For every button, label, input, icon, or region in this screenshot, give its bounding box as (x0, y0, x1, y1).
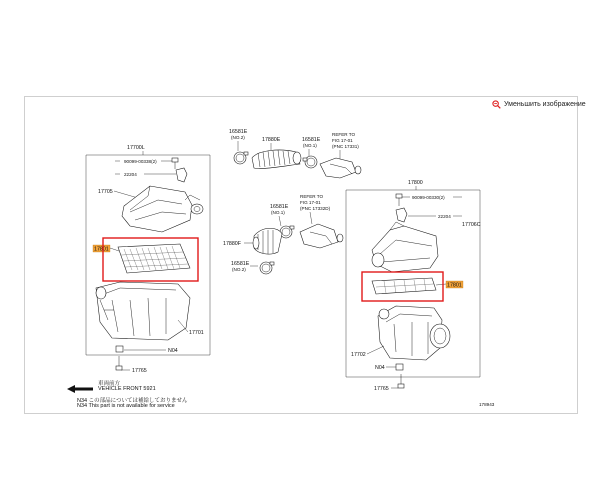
label-refer-top-2[interactable]: FIG 17-01 (332, 138, 353, 143)
label-clamp-bot[interactable]: 16581E (231, 261, 250, 267)
label-left-housing-upper[interactable]: 17705 (98, 189, 113, 195)
front-label-jp: 車両前方 (98, 381, 121, 387)
bolt-icon (396, 194, 402, 206)
hose-clamp-icon (234, 152, 248, 164)
throttle-body-mid-drawing (300, 224, 343, 248)
hose-clamp-icon (280, 226, 294, 238)
right-lower-housing-drawing (378, 306, 450, 360)
nut-icon (396, 364, 403, 370)
left-lower-housing-drawing (96, 282, 190, 340)
diagram-id: 178943 (479, 402, 495, 407)
label-right-bolt-bottom[interactable]: 17765 (374, 386, 389, 392)
intake-hose-mid-drawing (253, 228, 282, 254)
left-air-filter-drawing (118, 244, 190, 273)
label-left-clip[interactable]: 22204 (124, 172, 137, 177)
note-n34-jp: N34 この部品については補給しておりません (77, 398, 188, 404)
label-left-housing-lower[interactable]: 17701 (189, 330, 204, 336)
vehicle-front-arrow-icon (67, 385, 93, 393)
left-group (86, 145, 210, 374)
bolt-icon (172, 158, 178, 169)
front-label-en: VEHICLE FRONT 5921 (98, 386, 156, 392)
intake-hose-top-drawing (252, 150, 301, 169)
right-air-filter-drawing (372, 278, 436, 294)
label-17800[interactable]: 17800 (408, 180, 423, 186)
label-left-bolt-bottom[interactable]: 17765 (132, 368, 147, 374)
note-n34-en: N34 This part is not available for service (77, 403, 175, 409)
right-group (346, 180, 481, 392)
label-clamp-top2[interactable]: 16581E (302, 137, 321, 143)
left-upper-housing-drawing (122, 186, 203, 232)
bottom-bolt-icon (116, 356, 122, 370)
nut-icon (116, 346, 123, 352)
throttle-body-top-drawing (320, 158, 361, 178)
label-left-filter[interactable]: 17801 (94, 246, 109, 253)
label-hose-mid[interactable]: 17880F (223, 241, 241, 247)
clip-icon (176, 168, 187, 182)
bottom-bolt-icon (398, 374, 404, 388)
label-clamp-top2-no[interactable]: (NO.1) (303, 143, 317, 148)
label-right-clip[interactable]: 22204 (438, 214, 451, 219)
label-refer-mid-2[interactable]: FIG 17-01 (300, 200, 321, 205)
middle-parts (223, 129, 361, 274)
right-upper-housing-drawing (372, 222, 438, 272)
label-refer-top-1[interactable]: REFER TO (332, 132, 356, 137)
label-17700l[interactable]: 17700L (127, 145, 145, 151)
label-hose-top[interactable]: 17880E (262, 137, 281, 143)
label-clamp-bot-no[interactable]: (NO.2) (232, 267, 246, 272)
label-left-bolt[interactable]: 90099-00338(2) (124, 159, 157, 164)
clip-icon (396, 208, 407, 222)
hose-clamp-icon (260, 262, 274, 274)
label-right-bolt[interactable]: 90099-00330(2) (412, 195, 445, 200)
label-right-filter[interactable]: 17801 (447, 282, 462, 289)
label-left-nut[interactable]: N04 (168, 348, 178, 354)
label-refer-top-3[interactable]: (PNC 17331) (332, 144, 359, 149)
hose-clamp-icon (303, 156, 317, 168)
label-clamp-top[interactable]: 16581E (229, 129, 248, 135)
label-right-housing-lower[interactable]: 17702 (351, 352, 366, 358)
label-clamp-top-no[interactable]: (NO.2) (231, 135, 245, 140)
label-clamp-mid[interactable]: 16581E (270, 204, 289, 210)
label-right-housing-upper[interactable]: 17706C (462, 222, 481, 228)
label-right-nut[interactable]: N04 (375, 365, 385, 371)
zoom-out-label: Уменьшить изображение (504, 101, 586, 108)
label-clamp-mid-no[interactable]: (NO.1) (271, 210, 285, 215)
label-refer-mid-3[interactable]: (PNC 17332D) (300, 206, 331, 211)
label-refer-mid-1[interactable]: REFER TO (300, 194, 324, 199)
